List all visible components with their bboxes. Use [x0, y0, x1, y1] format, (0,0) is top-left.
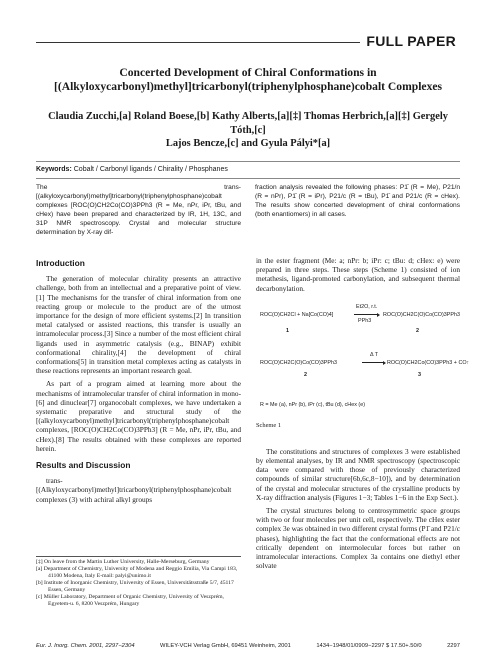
scheme-r1-cond-top: Et2O, r.t. [356, 303, 378, 310]
page-footer [36, 643, 460, 649]
keywords [36, 166, 228, 173]
scheme-label-2b: 2 [304, 371, 307, 378]
abstract [36, 183, 460, 237]
article-title [36, 66, 460, 94]
scheme-legend: R = Me (a), nPr (b), iPr (c), tBu (d), cHex (e) [260, 401, 365, 408]
footer-issn: 1434−1948/01/0909−2297 $ 17.50+.50/0 [316, 643, 422, 649]
intro-paragraph-2: As part of a program aimed at learning more about the mechanisms of intramolecular transfer of chiral information in mono-[6] and dinuclear[7] organocobalt complexes, we have undertaken a systematic preparative and structural study of the [(alkyloxycarbonyl)methyl]tricarbonyl(triphenylphosphane)cobalt complexes, [ROC(O)CH2Co(CO)3PPh3] (R = Me, nPr, iPr, tBu, and cHex).[8] The results obtained with these complexes are reported herein. [36, 379, 241, 453]
results-heading: Results and Discussion [36, 460, 131, 471]
scheme-r1-right: ROC(O)CH2C(O)Co(CO)3PPh3 [383, 311, 460, 318]
results-paragraph-1: trans-[(Alkyloxycarbonyl)methyl]tricarbonyl(triphenylphosphane)cobalt complexes (3) with achiral alkyl groups [36, 476, 232, 504]
scheme-r2-right: ROC(O)CH2Co(CO)3PPh3 + CO↑ [387, 359, 470, 366]
keywords-top-rule [36, 161, 460, 162]
right-paragraph-3: The crystal structures belong to centrosymmetric space groups with two or four molecules per unit cell, respectively. The cHex ester complex 3e was obtained in two different crystal forms (P1̄ and P21/c phases), highlighting the fact that the conformational effects are not critically dependent on intermolecular forces but rather on intramolecular interactions. Complex 3a contains one diethyl ether solvate [256, 506, 460, 571]
footer-page-number: 2297 [447, 643, 460, 649]
title-line-1: Concerted Development of Chiral Conformations in [119, 66, 377, 79]
scheme-r2-cond: Δ T [370, 351, 379, 358]
footnote-3: [b] Institute of Inorganic Chemistry, University of Essen, Universitätsstraße 5/7, 45117 Essen, Germany [36, 580, 234, 593]
scheme-r2-left: ROC(O)CH2C(O)Co(CO)3PPh3 [260, 359, 337, 366]
footnote-2: [a] Department of Chemistry, University of Modena and Reggio Emilia, Via Campi 183, 41100 Modena, Italy E-mail: palyi@unimo.it [36, 566, 238, 579]
footer-publisher: WILEY-VCH Verlag GmbH, 69451 Weinheim, 2001 [160, 643, 291, 649]
footnote-4: [c] Müller Laboratory, Department of Organic Chemistry, University of Veszprém, Egyetem-u. 6, 8200 Veszprém, Hungary [36, 594, 224, 607]
scheme-1 [256, 297, 470, 435]
footnotes [36, 556, 241, 608]
abstract-left: The trans-[(alkyloxycarbonyl)methyl]tricarbonyl(triphenylphosphane)cobalt complexes [ROC(O)CH2Co(CO)3PPh3 (R = Me, nPr, iPr, tBu, and cHex) have been prepared and characterized by IR, 1H, 13C, and 31P NMR spectroscopy. Crystal and molecular structure determination by X-ray dif- [36, 184, 241, 236]
keywords-text: Cobalt / Carbonyl ligands / Chirality / Phosphanes [73, 166, 228, 173]
footnote-1: [‡] On leave from the Martin Luther University, Halle-Merseburg, Germany [36, 559, 210, 565]
abstract-right: fraction analysis revealed the following phases: P1̄ (R = Me), P21/n (R = nPr), P1̄ (R = iPr), P21/c (R = tBu), P1̄ and P21/c (R = cHex). The results show concerted development of chiral conformations (both enantiomers) in all cases. [255, 184, 460, 218]
authors-line-2: Lajos Bencze,[c] and Gyula Pályi*[a] [165, 138, 331, 149]
scheme-arrow-1 [354, 314, 378, 315]
scheme-label-2: 2 [416, 327, 419, 334]
right-paragraph-2: The constitutions and structures of complexes 3 were established by elemental analyses, by IR and NMR spectroscopy (spectroscopic data were compared with those of previously characterized compounds of similar structure[6b,6c,8−10]), and by determination of the crystal and molecular structures of the crystalline products by X-ray diffraction analysis (Figures 1−3; Tables 1−6 in the Exp Sect.). [256, 446, 460, 502]
intro-paragraph-1: The generation of molecular chirality presents an attractive challenge, both from an intellectual and a preparative point of view.[1] The mechanisms for the transfer of chiral information from one reacting group or molecule to the product are of the utmost importance for the design of more efficient systems.[2] In transition metal catalysed or assisted reactions, this transfer is usually an intramolecular process.[3] Since a number of the most efficient chiral ligands used in asymmetric catalysis (e.g., BINAP) exhibit conformational chirality,[4] the development of chiral conformations[5] in transition metal complexes acting as catalysts in these reactions represents an important research goal. [36, 274, 241, 376]
scheme-label-3: 3 [418, 371, 421, 378]
right-column [256, 256, 470, 574]
scheme-label-1: 1 [286, 327, 289, 334]
left-column [36, 256, 241, 508]
footer-journal: Eur. J. Inorg. Chem. 2001, 2297−2304 [36, 643, 135, 649]
right-paragraph-1: in the ester fragment (Me: a; nPr: b; iPr: c; tBu: d; cHex: e) were prepared in three steps. These steps (Scheme 1) consisted of ion metathesis, ligand-promoted carbonylation, and subsequent thermal decarbonylation. [256, 256, 460, 293]
title-line-2: [(Alkyloxycarbonyl)methyl]tricarbonyl(triphenylphosphane)cobalt Complexes [53, 80, 443, 93]
authors-line-1: Claudia Zucchi,[a] Roland Boese,[b] Kathy Alberts,[a][‡] Thomas Herbrich,[a][‡] Gergely Tóth,[c] [48, 111, 448, 136]
keywords-bottom-rule [36, 178, 460, 179]
keywords-label: Keywords: [36, 166, 72, 173]
scheme-r1-left: ROC(O)CH2Cl + Na[Co(CO)4] [260, 311, 334, 318]
scheme-arrow-2 [362, 362, 384, 363]
author-list [36, 110, 460, 151]
introduction-heading: Introduction [36, 258, 85, 268]
section-label: FULL PAPER [360, 33, 456, 49]
scheme-caption: Scheme 1 [256, 421, 282, 429]
scheme-r1-cond-bottom: PPh3 [358, 317, 372, 324]
